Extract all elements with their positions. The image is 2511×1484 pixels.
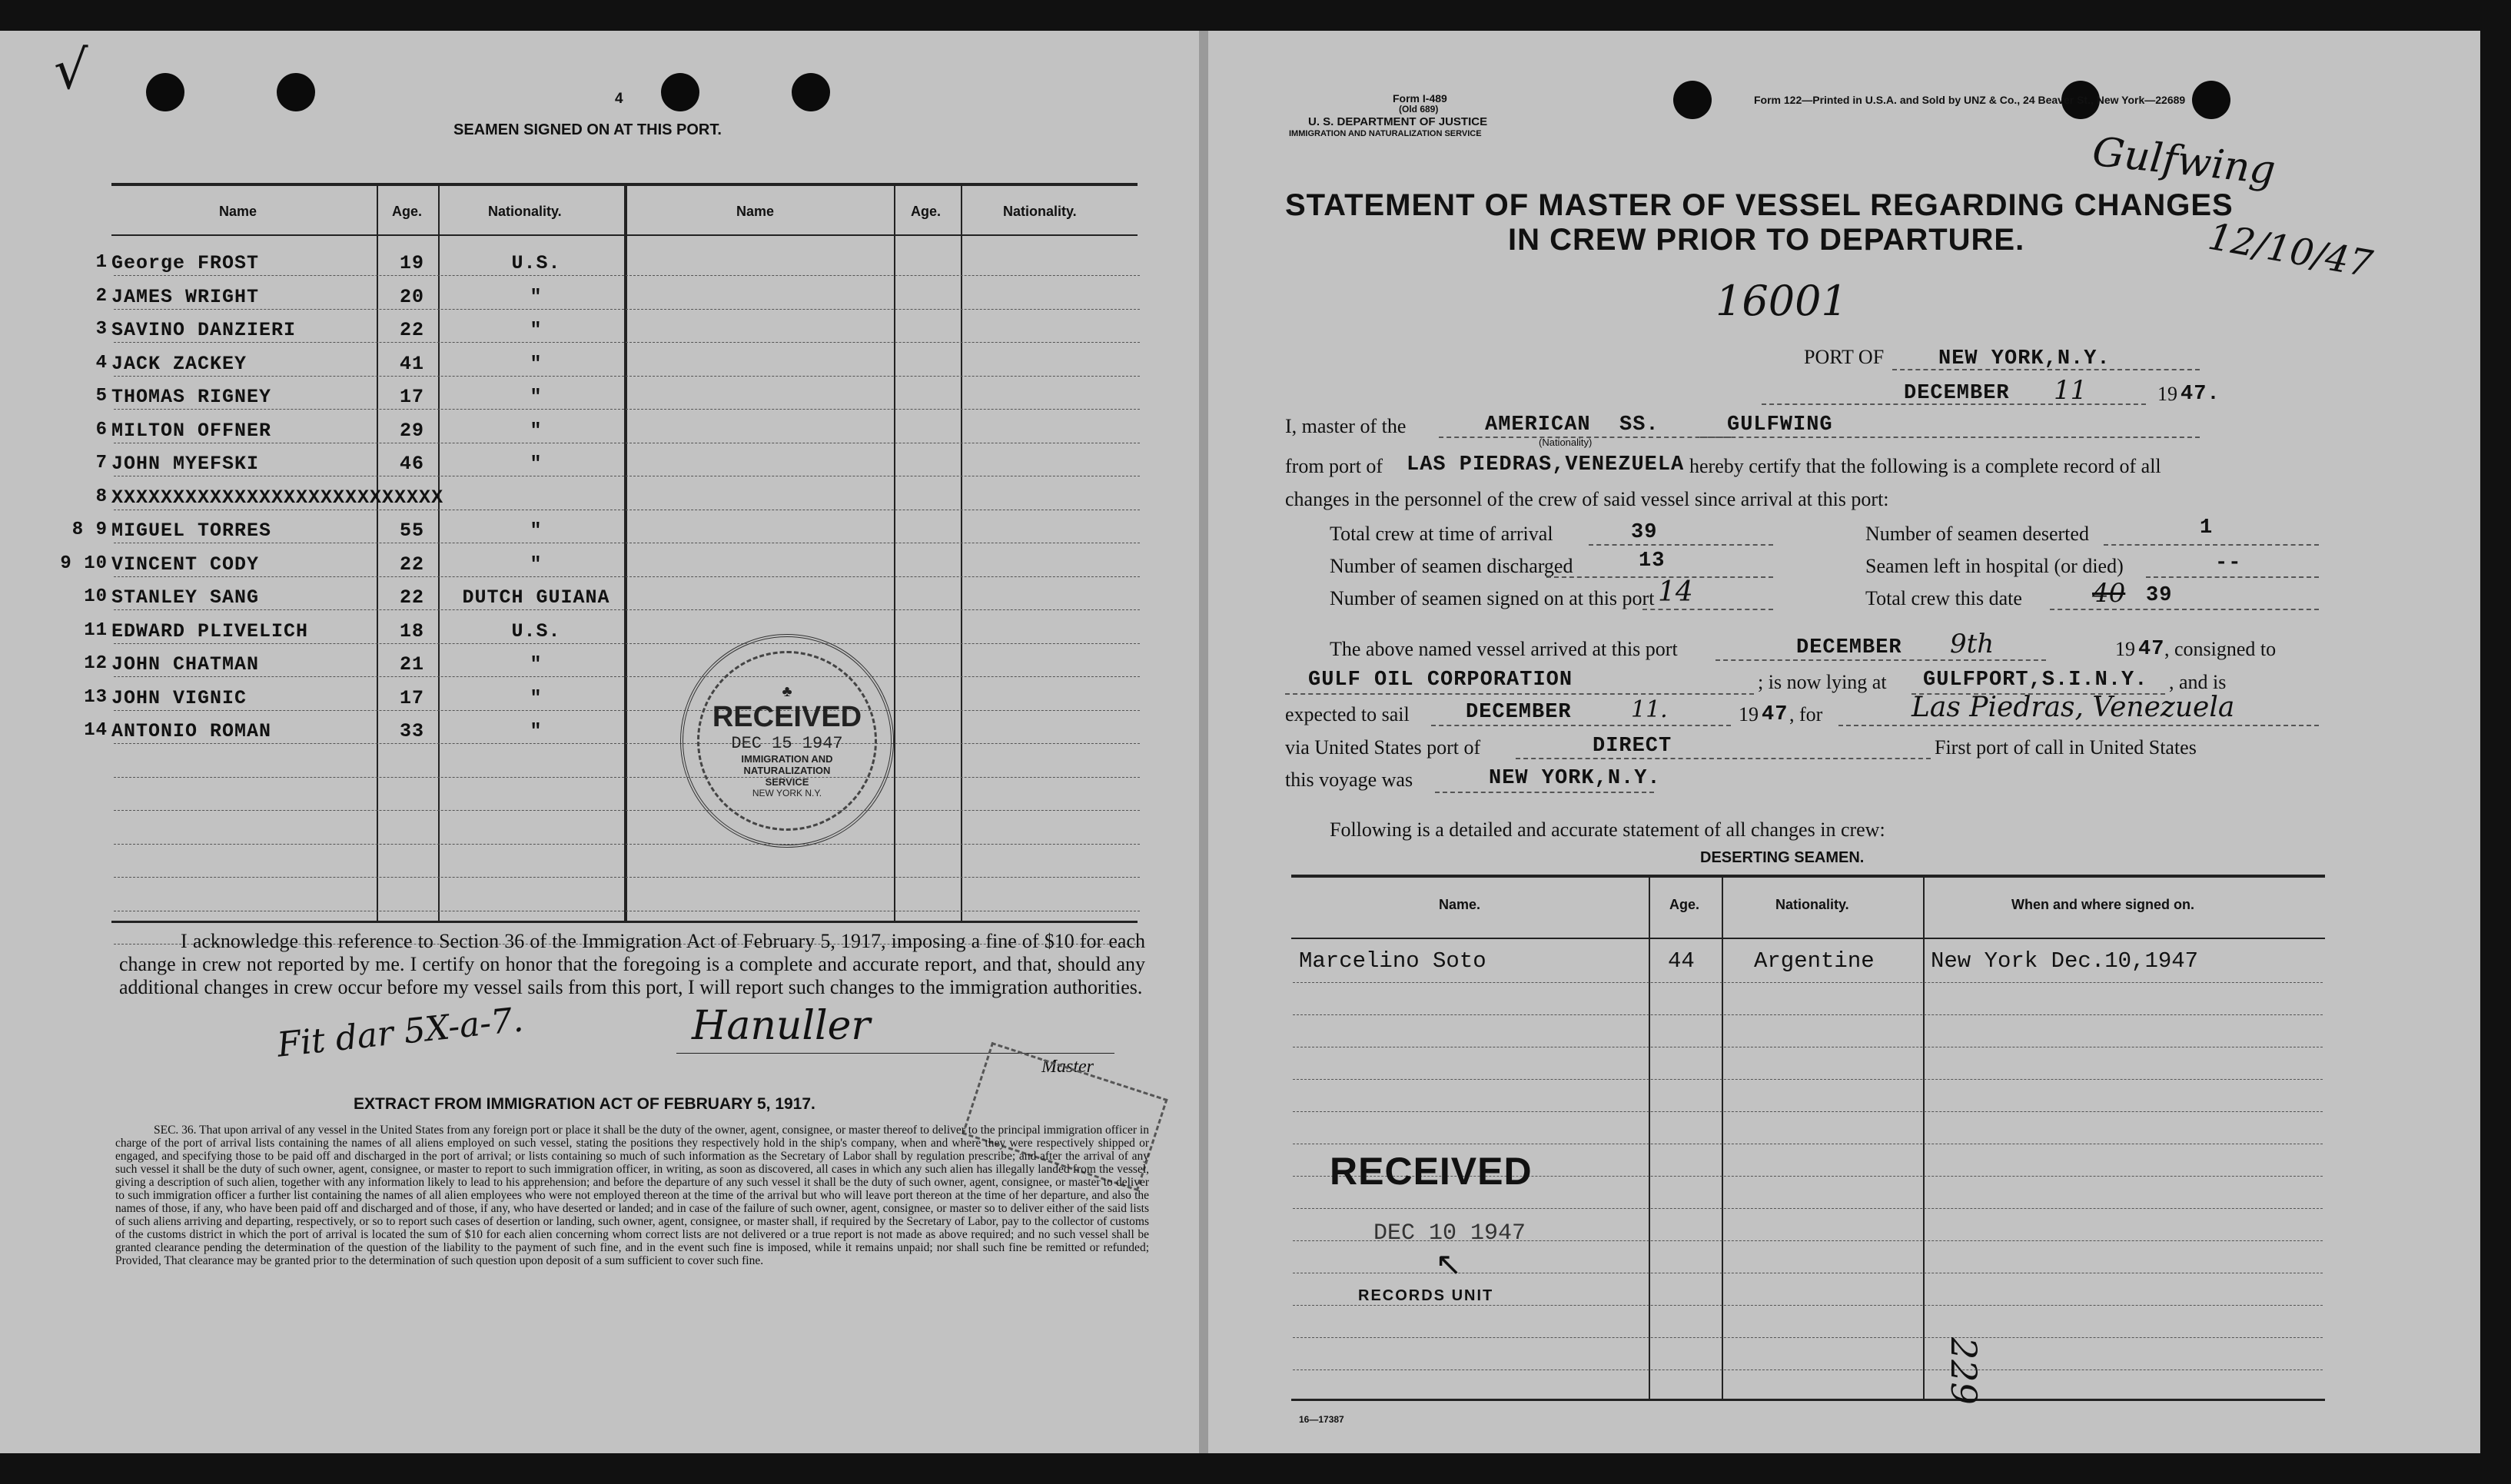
header-age: Age. <box>1669 897 1700 912</box>
seaman-age: 20 <box>400 286 425 308</box>
header-age: Age. <box>392 204 423 219</box>
deserters-header-rule <box>1291 938 2325 939</box>
seaman-nationality: U.S. <box>511 252 561 274</box>
service: IMMIGRATION AND NATURALIZATION SERVICE <box>1289 129 1482 138</box>
from-port-label: from port of <box>1285 455 1383 477</box>
row-number: 14 <box>84 720 108 741</box>
row-number: 8 <box>95 486 108 507</box>
printer-line: Form 122—Printed in U.S.A. and Sold by UNZ & Co., 24 Beaver St., New York—22689 <box>1754 94 2186 106</box>
header-name: Name <box>736 204 775 219</box>
row-number: 2 <box>95 286 108 307</box>
nationality-caption: (Nationality) <box>1539 437 1593 448</box>
signed-on-label: Number of seamen signed on at this port <box>1330 587 1655 609</box>
row-number: 11 <box>84 620 108 641</box>
blank-row-line <box>1293 1369 2323 1370</box>
row-number: 9 10 <box>60 553 108 574</box>
row-number: 12 <box>84 653 108 674</box>
table-row <box>0 547 1199 581</box>
table-row <box>0 647 1199 681</box>
seaman-nationality: " <box>530 353 543 375</box>
table-row <box>0 480 1199 514</box>
form-title-line1: STATEMENT OF MASTER OF VESSEL REGARDING CHANGES <box>1285 188 2234 222</box>
punch-hole <box>277 73 315 111</box>
left-page <box>0 31 1199 1453</box>
form-title-line2: IN CREW PRIOR TO DEPARTURE. <box>1508 223 2025 257</box>
page-title: SEAMEN SIGNED ON AT THIS PORT. <box>453 121 722 138</box>
table-row <box>0 413 1199 447</box>
seaman-name: EDWARD PLIVELICH <box>111 620 309 642</box>
table-bottom-rule <box>111 921 1138 923</box>
sail-year: 47 <box>1762 703 1789 726</box>
seaman-nationality: " <box>530 420 543 442</box>
vessel-name: GULFWING <box>1727 413 1833 437</box>
stamp-agency: IMMIGRATION AND NATURALIZATION SERVICE <box>741 753 833 788</box>
department: U. S. DEPARTMENT OF JUSTICE <box>1308 115 1488 128</box>
seaman-nationality: " <box>530 553 543 576</box>
expected-label: expected to sail <box>1285 703 1410 725</box>
table-row <box>0 280 1199 314</box>
row-number: 8 9 <box>71 520 108 540</box>
arrived-year: 47 <box>2138 638 2165 661</box>
right-page <box>1208 31 2480 1453</box>
for-label: , for <box>1789 703 1823 725</box>
row-number: 13 <box>84 687 108 708</box>
handwritten-date: 12/10/47 <box>2204 214 2376 287</box>
via-label: via United States port of <box>1285 736 1481 759</box>
deserter-age: 44 <box>1668 948 1695 974</box>
header-name: Name <box>219 204 257 219</box>
total-crew-arrival-label: Total crew at time of arrival <box>1330 523 1553 545</box>
lying-at: GULFPORT,S.I.N.Y. <box>1923 669 2148 692</box>
seaman-age: 41 <box>400 353 425 375</box>
deserter-name: Marcelino Soto <box>1299 948 1486 974</box>
blank-row-line <box>114 844 1140 845</box>
header-nationality: Nationality. <box>488 204 562 219</box>
blank-row-line <box>1293 1305 2323 1306</box>
seaman-name: ANTONIO ROMAN <box>111 720 272 742</box>
hospital-count: -- <box>2215 552 2242 575</box>
seaman-name: JOHN VIGNIC <box>111 687 247 709</box>
total-crew-date: 39 <box>2146 584 2173 607</box>
seaman-name: George FROST <box>111 252 260 274</box>
master-signature: Hanuller <box>692 1003 871 1049</box>
seaman-nationality: " <box>530 286 543 308</box>
table-row <box>0 614 1199 648</box>
sail-year-prefix: 19 <box>1739 703 1759 725</box>
seaman-name: THOMAS RIGNEY <box>111 386 272 408</box>
header-when-where: When and where signed on. <box>2011 897 2195 912</box>
blank-row-line <box>114 777 1140 778</box>
seaman-nationality: " <box>530 653 543 676</box>
header-age: Age. <box>911 204 942 219</box>
date-year-prefix: 19 <box>2157 383 2177 405</box>
port-label: PORT OF <box>1804 346 1885 368</box>
page-number: 4 <box>615 91 623 107</box>
consigned-label: , consigned to <box>2164 638 2277 660</box>
table-row <box>0 513 1199 547</box>
stamp-date: DEC 15 1947 <box>731 734 843 753</box>
master-of-label: I, master of the <box>1285 415 1407 437</box>
blank-row-line <box>114 810 1140 811</box>
handwritten-number: 16001 <box>1716 277 1848 325</box>
discharged-count: 13 <box>1639 549 1666 573</box>
hospital-label: Seamen left in hospital (or died) <box>1865 555 2124 577</box>
date-month: DECEMBER <box>1904 382 2010 405</box>
blank-row-line <box>1293 1014 2323 1015</box>
discharged-label: Number of seamen discharged <box>1330 555 1573 577</box>
seaman-age: 22 <box>400 586 425 609</box>
form-number: Form I-489 <box>1393 92 1447 105</box>
certify-text: hereby certify that the following is a complete record of all <box>1689 455 2161 477</box>
blank-row-line <box>1293 982 2323 983</box>
arrived-month: DECEMBER <box>1796 636 1902 659</box>
deserter-nationality: Argentine <box>1754 948 1875 974</box>
total-crew-date-struck: 40 <box>2092 578 2126 609</box>
received-stamp-date: DEC 10 1947 <box>1373 1220 1526 1247</box>
seaman-name: SAVINO DANZIERI <box>111 319 297 341</box>
seaman-age: 29 <box>400 420 425 442</box>
seaman-name: MIGUEL TORRES <box>111 520 272 542</box>
blank-row-line <box>1293 1111 2323 1112</box>
sail-day: 11. <box>1631 696 1668 723</box>
deserted-label: Number of seamen deserted <box>1865 523 2089 545</box>
seaman-name: STANLEY SANG <box>111 586 260 609</box>
seaman-nationality: " <box>530 720 543 742</box>
seaman-age: 17 <box>400 386 425 408</box>
voyage-label: this voyage was <box>1285 769 1413 791</box>
signed-on-count: 14 <box>1658 576 1693 608</box>
deserters-top-rule <box>1291 875 2325 878</box>
seaman-age: 22 <box>400 553 425 576</box>
row-number: 3 <box>95 319 108 340</box>
total-crew-arrival: 39 <box>1631 521 1658 544</box>
blank-row-line <box>1293 1337 2323 1338</box>
check-mark: √ <box>54 38 88 101</box>
page-gutter <box>1199 31 1208 1453</box>
blank-row-line <box>1293 1079 2323 1080</box>
seaman-name: JAMES WRIGHT <box>111 286 260 308</box>
seaman-name: JOHN MYEFSKI <box>111 453 260 475</box>
following-text: Following is a detailed and accurate statement of all changes in crew: <box>1330 818 1885 841</box>
row-number: 4 <box>95 353 108 373</box>
date-day: 11 <box>2054 375 2088 406</box>
ss-label: SS. <box>1619 413 1659 437</box>
master-label: Master <box>1041 1057 1094 1077</box>
seaman-name: VINCENT CODY <box>111 553 260 576</box>
seaman-age: 19 <box>400 252 425 274</box>
seaman-nationality: DUTCH GUIANA <box>462 586 610 609</box>
voyage: NEW YORK,N.Y. <box>1489 767 1661 790</box>
seaman-age: 46 <box>400 453 425 475</box>
deserted-count: 1 <box>2200 516 2214 539</box>
stamp-word: RECEIVED <box>712 701 862 733</box>
blank-row-line <box>114 877 1140 878</box>
punch-hole <box>2192 81 2230 119</box>
seaman-age: 33 <box>400 720 425 742</box>
row-number: 5 <box>95 386 108 407</box>
deserting-title: DESERTING SEAMEN. <box>1700 849 1865 866</box>
handwritten-229: 229 <box>1943 1337 1985 1405</box>
handwritten-vessel: Gulfwing <box>2090 128 2278 194</box>
punch-hole <box>1673 81 1712 119</box>
received-stamp: ♣ RECEIVED DEC 15 1947 IMMIGRATION AND NATURALIZATION SERVICE NEW YORK N.Y. <box>680 634 894 848</box>
row-number: 10 <box>84 586 108 607</box>
consignee: GULF OIL CORPORATION <box>1308 669 1573 692</box>
seaman-age: 18 <box>400 620 425 642</box>
row-number: 1 <box>95 252 108 273</box>
extract-title: EXTRACT FROM IMMIGRATION ACT OF FEBRUARY 5, 1917. <box>354 1095 815 1113</box>
seaman-name: JOHN CHATMAN <box>111 653 260 676</box>
seaman-nationality: " <box>530 453 543 475</box>
seaman-age: 22 <box>400 319 425 341</box>
first-call-label: First port of call in United States <box>1935 736 2197 759</box>
sail-month: DECEMBER <box>1466 701 1572 724</box>
table-row <box>0 681 1199 715</box>
lying-label: ; is now lying at <box>1758 671 1887 693</box>
destination: Las Piedras, Venezuela <box>1911 692 2235 723</box>
date-year: 47. <box>2181 383 2220 406</box>
arrived-year-prefix: 19 <box>2115 638 2135 660</box>
stamp-city: NEW YORK N.Y. <box>752 788 822 798</box>
via-port: DIRECT <box>1593 735 1672 758</box>
punch-hole <box>146 73 184 111</box>
from-port: LAS PIEDRAS,VENEZUELA <box>1407 453 1685 476</box>
arrived-label: The above named vessel arrived at this port <box>1330 638 1678 660</box>
footer-code: 16—17387 <box>1299 1414 1344 1425</box>
seaman-name: XXXXXXXXXXXXXXXXXXXXXXXXXXX <box>111 486 444 509</box>
received-stamp-unit: RECORDS UNIT <box>1358 1287 1494 1304</box>
arrived-day: 9th <box>1950 629 1995 659</box>
port-value: NEW YORK,N.Y. <box>1938 347 2111 370</box>
deserters-bottom-rule <box>1291 1399 2325 1401</box>
table-row <box>1208 945 2480 978</box>
table-row <box>0 447 1199 480</box>
seaman-age: 21 <box>400 653 425 676</box>
changes-text: changes in the personnel of the crew of said vessel since arrival at this port: <box>1285 488 1889 510</box>
punch-hole <box>661 73 699 111</box>
blank-row-line <box>1293 1208 2323 1209</box>
seaman-nationality: " <box>530 520 543 542</box>
nationality-value: AMERICAN <box>1485 413 1591 437</box>
received-stamp-word: RECEIVED <box>1330 1150 1533 1193</box>
and-is-label: , and is <box>2169 671 2227 693</box>
seaman-nationality: U.S. <box>511 620 561 642</box>
table-row <box>0 347 1199 380</box>
handwritten-note: Fit dar 5X-a-7. <box>275 1000 526 1065</box>
header-name: Name. <box>1439 897 1481 912</box>
seaman-name: MILTON OFFNER <box>111 420 272 442</box>
signature-line <box>676 1053 1114 1054</box>
seaman-age: 55 <box>400 520 425 542</box>
form-old-number: (Old 689) <box>1399 104 1439 115</box>
seaman-nationality: " <box>530 687 543 709</box>
seaman-age: 17 <box>400 687 425 709</box>
punch-hole <box>792 73 830 111</box>
table-row <box>0 313 1199 347</box>
arrow-icon: ↖ <box>1435 1247 1463 1283</box>
table-row <box>0 714 1199 748</box>
seaman-name: JACK ZACKEY <box>111 353 247 375</box>
header-nationality: Nationality. <box>1003 204 1077 219</box>
table-row <box>0 380 1199 413</box>
row-number: 6 <box>95 420 108 440</box>
deserter-when-where: New York Dec.10,1947 <box>1931 948 2199 974</box>
total-crew-date-label: Total crew this date <box>1865 587 2022 609</box>
seaman-nationality: " <box>530 319 543 341</box>
seaman-nationality: " <box>530 386 543 408</box>
extract-text: SEC. 36. That upon arrival of any vessel in the United States from any foreign port or place it shall be the duty of the owner, agent, consignee, or master thereof to deliver to the principal immigration officer in charge of the port of arrival lists containing the names of all aliens employed on such vessel, stating the positions they respectively hold in the ship's company, when and where they were respectively shipped or engaged, and specifying those to be paid off and discharged in the port of arrival; or lists containing so much of such information as the Secretary of Labor shall by regulation prescribe; and after the arrival of any such vessel it shall be the duty of such owner, agent, consignee, or master to report to such immigration officer, in writing, as soon as discovered, all cases in which any such alien has illegally landed from the vessel, giving a description of such alien, together with any information likely to lead to his apprehension; and before the departure of any such vessel it shall be the duty of such owner, agent, consignee, or master to deliver to such immigration officer a further list containing the names of all alien employees who were not employed thereon at the time of the arrival but who will leave port thereon at the time of her departure, and also the names of those, if any, who have been paid off and discharged and of those, if any, who have deserted or landed; and in case of the failure of such owner, agent, consignee, or master so to deliver either of the said lists of such aliens arriving and departing, respectively, or so to report such cases of desertion or landing, such owner, agent, consignee, or master shall, if required by the Secretary of Labor, pay to the collector of customs of the customs district in which the port of arrival is located the sum of $10 for each alien concerning whom correct lists are not delivered or a true report is not made as above required; and no such vessel shall be granted clearance pending the determination of the question of the liability to the payment of such fine, and in the event such fine is imposed, while it remains unpaid; nor shall such fine be remitted or refunded; Provided, That clearance may be granted prior to the determination of such question upon deposit of a sum sufficient to cover such fine. <box>115 1124 1149 1267</box>
acknowledgment-text: I acknowledge this reference to Section 36 of the Immigration Act of February 5, 1917, imposing a fine of $10 for each change in crew not reported by me. I certify on honor that the foregoing is a complete and accurate report, and that, should any additional changes in crew occur before my vessel sails from this port, I will report such changes to the immigration authorities. <box>119 930 1145 998</box>
header-nationality: Nationality. <box>1775 897 1849 912</box>
table-row <box>0 580 1199 614</box>
row-number: 7 <box>95 453 108 473</box>
table-row <box>0 246 1199 280</box>
